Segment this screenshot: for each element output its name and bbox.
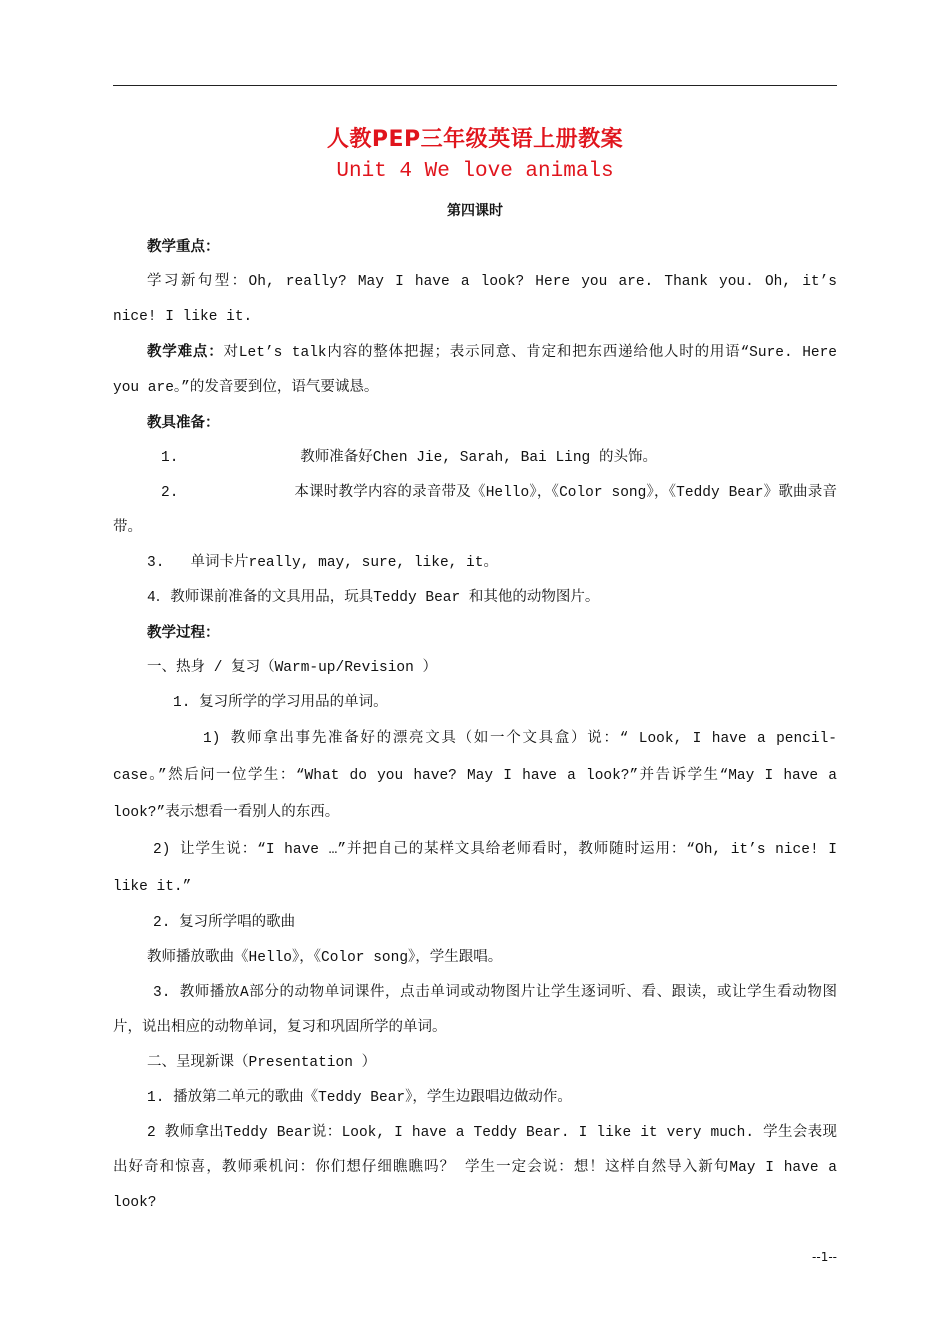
document-body	[113, 230, 837, 1221]
process-step: 2 教师拿出Teddy Bear说：Look, I have a Teddy Bear. I like it very much. 学生会表现出好奇和惊喜，教师乘机问：你们想仔细瞧瞧吗？ 学生一定会说：想！这样自然导入新句May I have a look?	[113, 1125, 837, 1211]
material-item: 4．教师课前准备的文具用品，玩具Teddy Bear 和其他的动物图片。	[147, 590, 600, 606]
difficulties-heading: 教学难点：	[147, 344, 224, 360]
material-item: 2. 本课时教学内容的录音带及《Hello》，《Color song》，《Teddy Bear》歌曲录音带。	[113, 485, 837, 536]
difficulties-paragraph	[113, 335, 837, 406]
process-heading: 教学过程：	[147, 625, 220, 641]
document-title: 人教PEP三年级英语上册教案	[326, 127, 624, 152]
process-section-title: 一、热身 / 复习（Warm-up/Revision ）	[147, 660, 438, 676]
difficulties-text: 对Let’s talk内容的整体把握；表示同意、肯定和把东西递给他人时的用语“Sure. Here you are。”的发音要到位，语气要诚恳。	[113, 345, 837, 396]
material-item: 1. 教师准备好Chen Jie, Sarah, Bai Ling 的头饰。	[161, 450, 657, 466]
header-rule	[113, 85, 837, 86]
key-points-text: 学习新句型：Oh, really? May I have a look? Here you are. Thank you. Oh, it’s nice! I like it.	[113, 274, 837, 325]
key-points-heading: 教学重点：	[147, 239, 220, 255]
process-step: 2) 让学生说：“I have …”并把自己的某样文具给老师看时，教师随时运用：“Oh, it’s nice! I like it.”	[113, 842, 837, 895]
process-step: 2. 复习所学唱的歌曲	[153, 915, 296, 931]
process-step: 3. 教师播放A部分的动物单词课件，点击单词或动物图片让学生逐词听、看、跟读，或让学生看动物图片，说出相应的动物单词，复习和巩固所学的单词。	[113, 985, 837, 1036]
unit-title: Unit 4 We love animals	[336, 160, 614, 183]
material-item: 3. 单词卡片really, may, sure, like, it。	[147, 555, 498, 571]
process-step: 1. 复习所学的学习用品的单词。	[173, 695, 388, 711]
process-step: 教师播放歌曲《Hello》，《Color song》，学生跟唱。	[147, 950, 503, 966]
process-section-title: 二、呈现新课（Presentation ）	[147, 1055, 377, 1071]
lesson-label: 第四课时	[447, 203, 503, 219]
page-number: --1--	[812, 1250, 837, 1264]
materials-heading: 教具准备：	[147, 415, 220, 431]
process-step: 1) 教师拿出事先准备好的漂亮文具（如一个文具盒）说：“ Look, I have a pencil-case。”然后问一位学生：“What do you have? May I have a look?”并告诉学生“May I have a look?”表示想看一看别人的东西。	[113, 731, 837, 821]
process-step: 1. 播放第二单元的歌曲《Teddy Bear》，学生边跟唱边做动作。	[147, 1090, 572, 1106]
